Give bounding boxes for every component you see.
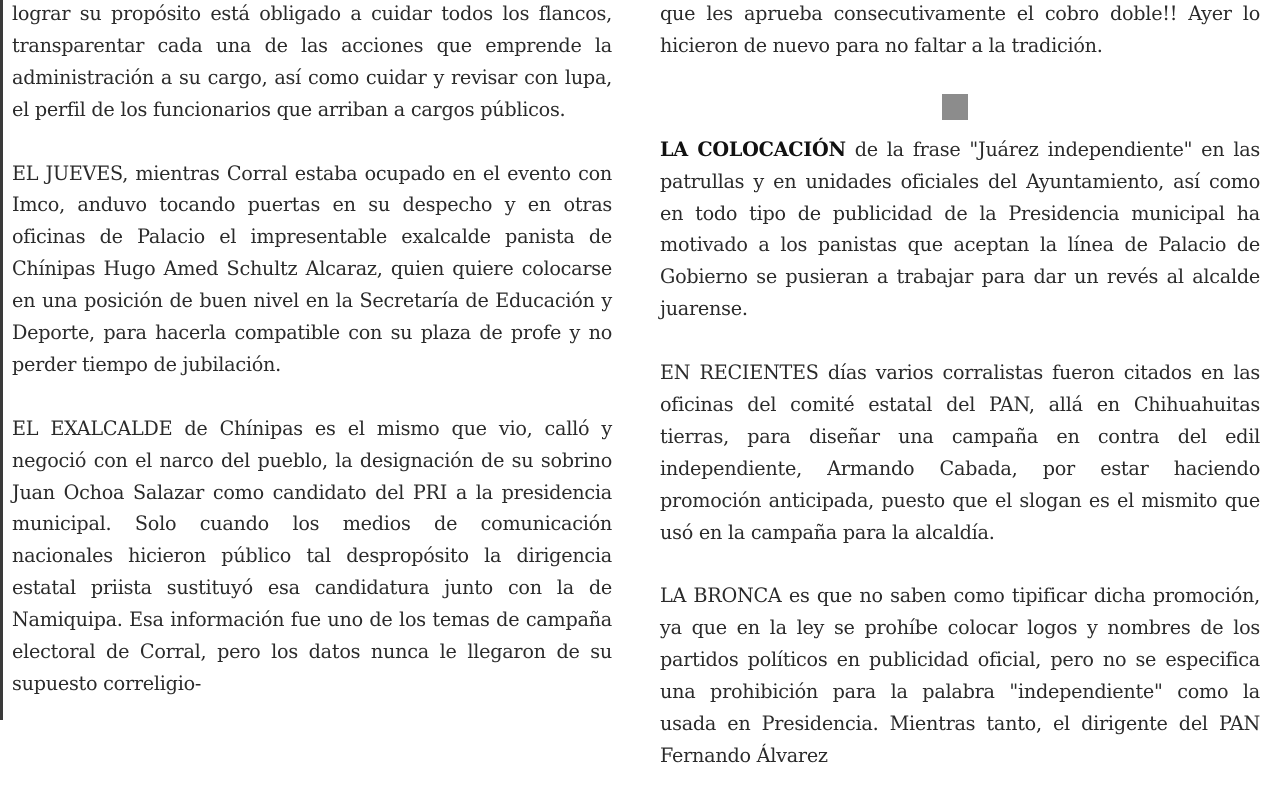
paragraph-left-2: EL JUEVES, mientras Corral estaba ocupado en el evento con Imco, anduvo tocando puertas en su despecho y en otras oficinas de Palacio el impresentable exalcalde panista de Chínipas Hugo Amed Schultz Alcaraz, quien quiere colocarse en una posición de buen nivel en la Secretaría de Educación y Deporte, para hacerla compatible con su plaza de profe y no perder tiempo de jubilación. — [12, 161, 612, 376]
paragraph-right-3: EN RECIENTES días varios corralistas fueron citados en las oficinas del comité estatal del PAN, allá en Chihuahuitas tierras, para diseñar una campaña en contra del edil independiente, Armando Cabada, por estar haciendo promoción anticipada, puesto que el slogan es el mismito que usó en la campaña para la alcaldía. — [660, 361, 1260, 544]
paragraph-right-2-body: de la frase "Juárez independiente" en las patrullas y en unidades oficiales del Ayuntamiento, así como en todo tipo de publicidad de la Presidencia municipal ha motivado a los panistas que aceptan la línea de Palacio de Gobierno se pusieran a trabajar para dar un revés al alcalde juarense. — [660, 137, 1260, 321]
section-separator-square — [942, 94, 968, 120]
left-border-rule — [0, 0, 3, 720]
right-column — [660, 0, 1260, 804]
paragraph-left-1: lograr su propósito está obligado a cuidar todos los flancos, transparentar cada una de las acciones que emprende la administración a su cargo, así como cuidar y revisar con lupa, el perfil de los funcionarios que arriban a cargos públicos. — [12, 2, 612, 121]
paragraph-lead-text: LA COLOCACIÓN — [660, 137, 846, 161]
paragraph-right-2 — [660, 134, 1260, 325]
left-column — [12, 0, 612, 732]
paragraph-right-4: LA BRONCA es que no saben como tipificar dicha promoción, ya que en la ley se prohíbe colocar logos y nombres de los partidos políticos en publicidad oficial, pero no se especifica una prohibición para la palabra "independiente" como la usada en Presidencia. Mientras tanto, el dirigente del PAN Fernando Álvarez — [660, 584, 1260, 767]
paragraph-left-3: EL EXALCALDE de Chínipas es el mismo que vio, calló y negoció con el narco del pueblo, la designación de su sobrino Juan Ochoa Salazar como candidato del PRI a la presidencia municipal. Solo cuando los medios de comunicación nacionales hicieron público tal despropósito la dirigencia estatal priista sustituyó esa candidatura junto con la de Namiquipa. Esa información fue uno de los temas de campaña electoral de Corral, pero los datos nunca le llegaron de su supuesto correligio- — [12, 416, 612, 695]
paragraph-right-1: que les aprueba consecutivamente el cobro doble!! Ayer lo hicieron de nuevo para no faltar a la tradición. — [660, 2, 1260, 57]
